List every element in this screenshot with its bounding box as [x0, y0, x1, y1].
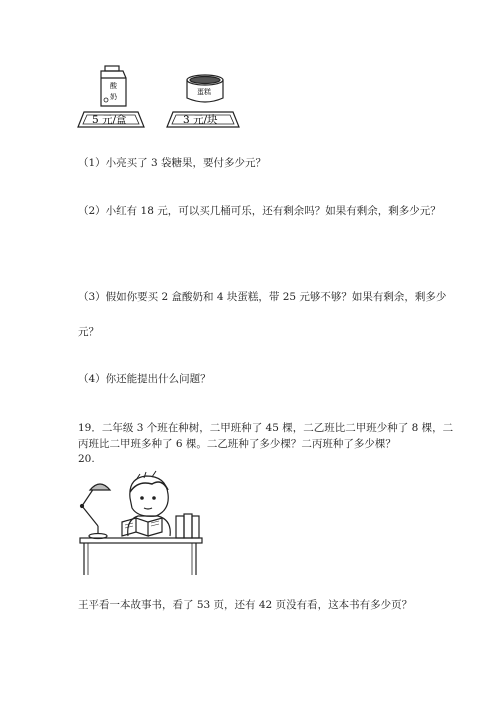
yogurt-price: 5 元/盒	[92, 114, 127, 126]
yogurt-illustration	[78, 62, 148, 132]
boy-icon	[128, 471, 171, 536]
question-4: （4）你还能提出什么问题？	[78, 373, 211, 385]
yogurt-label-1: 酸	[110, 82, 117, 90]
cake-price: 3 元/块	[183, 114, 218, 126]
boy-reading-illustration	[78, 470, 208, 580]
question-3-line-1: （3）假如你要买 2 盒酸奶和 4 块蛋糕，带 25 元够不够？如果有剩余，剩多少	[78, 291, 447, 303]
cake-illustration	[165, 62, 245, 132]
question-1: （1）小亮买了 3 袋糖果，要付多少元？	[78, 157, 267, 169]
problem-20-number: 20.	[78, 453, 95, 465]
problem-20-text: 王平看一本故事书，看了 53 页，还有 42 页没有看，这本书有多少页？	[78, 599, 413, 611]
desk-icon	[80, 538, 202, 575]
problem-19-line-1: 19．二年级 3 个班在种树，二甲班种了 45 棵，二乙班比二甲班少种了 8 棵，二	[78, 422, 454, 434]
yogurt-label-2: 奶	[110, 93, 117, 101]
question-2: （2）小红有 18 元，可以买几桶可乐，还有剩余吗？如果有剩余，剩多少元？	[78, 205, 441, 217]
cake-label: 蛋糕	[197, 88, 211, 96]
books-stack-icon	[176, 514, 199, 538]
desk-lamp-icon	[81, 484, 111, 539]
question-3-line-2: 元？	[78, 326, 99, 338]
problem-19-line-2: 丙班比二甲班多种了 6 棵。二乙班种了多少棵？二丙班种了多少棵？	[78, 438, 396, 450]
